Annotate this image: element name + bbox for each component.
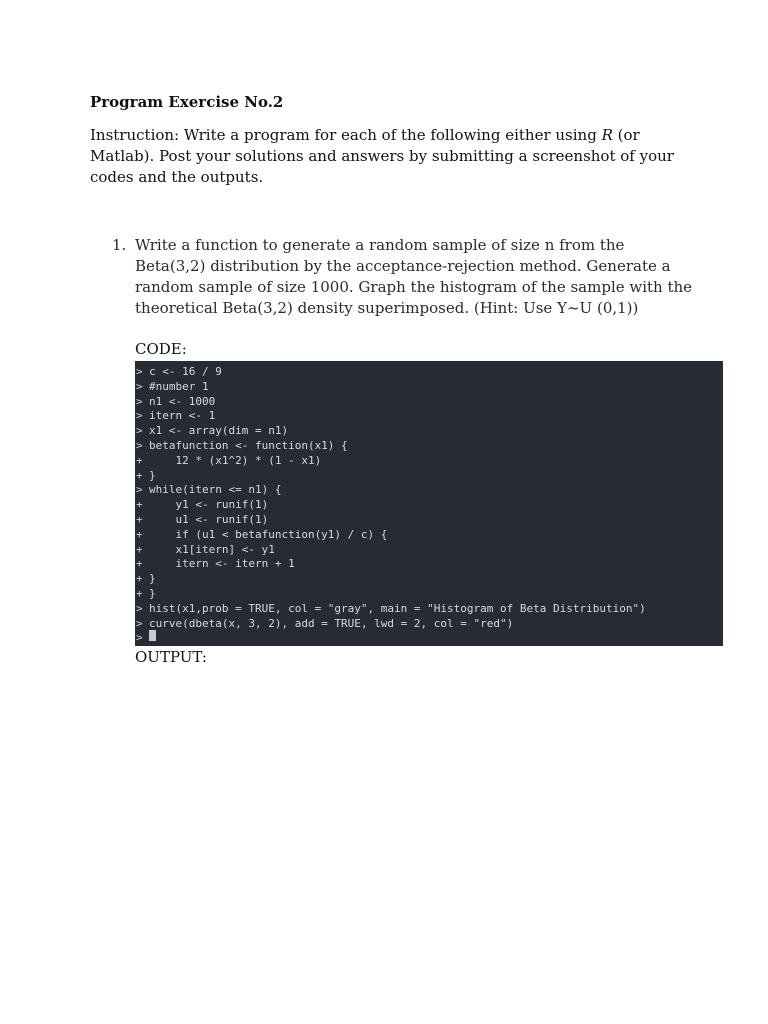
console-prompt: +: [136, 542, 143, 556]
console-prompt: >: [136, 365, 143, 378]
console-line: [135, 587, 723, 602]
console-code: }: [149, 572, 156, 586]
console-code: itern <- 1: [149, 409, 216, 423]
console-line: [135, 380, 723, 395]
console-line: [135, 528, 723, 543]
console-code: #number 1: [149, 379, 209, 393]
console-code: u1 <- runif(1): [149, 512, 269, 526]
console-prompt: +: [136, 468, 143, 482]
console-code: n1 <- 1000: [149, 394, 216, 408]
console-prompt: >: [136, 424, 143, 438]
code-label: CODE:: [135, 340, 187, 358]
console-prompt: +: [136, 512, 143, 526]
console-line: [135, 602, 723, 617]
r-language-symbol: R: [601, 126, 613, 144]
console-line: [135, 513, 723, 528]
console-line: [135, 439, 723, 454]
console-line: [135, 409, 723, 424]
console-code: c <- 16 / 9: [149, 365, 222, 378]
console-prompt: >: [136, 379, 143, 393]
instruction-paragraph: [90, 125, 690, 188]
console-code: curve(dbeta(x, 3, 2), add = TRUE, lwd = 2, col = "red"): [149, 616, 514, 630]
console-code: x1[itern] <- y1: [149, 542, 275, 556]
console-code: y1 <- runif(1): [149, 498, 269, 512]
console-line: [135, 557, 723, 572]
question-text: Write a function to generate a random sample of size n from the Beta(3,2) distribution by the acceptance-rejection method. Generate a random sample of size 1000. Graph the histogram of the sample with the theoretical Beta(3,2) density superimposed. (Hint: Use Y~U (0,1)): [135, 236, 693, 317]
console-line: [135, 454, 723, 469]
console-code: betafunction <- function(x1) {: [149, 438, 348, 452]
console-code: while(itern <= n1) {: [149, 483, 282, 497]
console-prompt: >: [136, 409, 143, 423]
console-prompt: >: [136, 601, 143, 615]
console-line: [135, 617, 723, 632]
console-line: [135, 424, 723, 439]
text-cursor: [149, 630, 156, 641]
console-line: [135, 498, 723, 513]
output-label: OUTPUT:: [135, 648, 207, 666]
console-code: }: [149, 586, 156, 600]
console-line: [135, 365, 723, 380]
question-number: 1.: [112, 236, 127, 254]
console-input-line[interactable]: [135, 631, 723, 646]
console-line: [135, 483, 723, 498]
console-prompt: +: [136, 527, 143, 541]
console-code: 12 * (x1^2) * (1 - x1): [149, 453, 322, 467]
console-prompt: +: [136, 586, 143, 600]
instruction-text-start: Instruction: Write a program for each of the following either using: [90, 126, 602, 144]
console-code: itern <- itern + 1: [149, 557, 295, 571]
console-prompt: >: [136, 631, 143, 645]
console-line: [135, 469, 723, 484]
console-prompt: >: [136, 394, 143, 408]
console-code: x1 <- array(dim = n1): [149, 424, 289, 438]
console-prompt: >: [136, 438, 143, 452]
console-code: if (u1 < betafunction(y1) / c) {: [149, 527, 388, 541]
instruction-text-end: (or Matlab). Post your solutions and answers by submitting a screenshot of your codes and the outputs.: [90, 126, 674, 186]
console-prompt: +: [136, 498, 143, 512]
console-line: [135, 572, 723, 587]
console-line: [135, 543, 723, 558]
console-prompt: +: [136, 453, 143, 467]
console-prompt: +: [136, 572, 143, 586]
console-line: [135, 395, 723, 410]
console-prompt: +: [136, 557, 143, 571]
console-prompt: >: [136, 616, 143, 630]
r-console-screenshot: [135, 361, 723, 646]
document-title: Program Exercise No.2: [90, 93, 284, 111]
console-code: }: [149, 468, 156, 482]
console-prompt: >: [136, 483, 143, 497]
console-code: hist(x1,prob = TRUE, col = "gray", main = "Histogram of Beta Distribution"): [149, 601, 646, 615]
